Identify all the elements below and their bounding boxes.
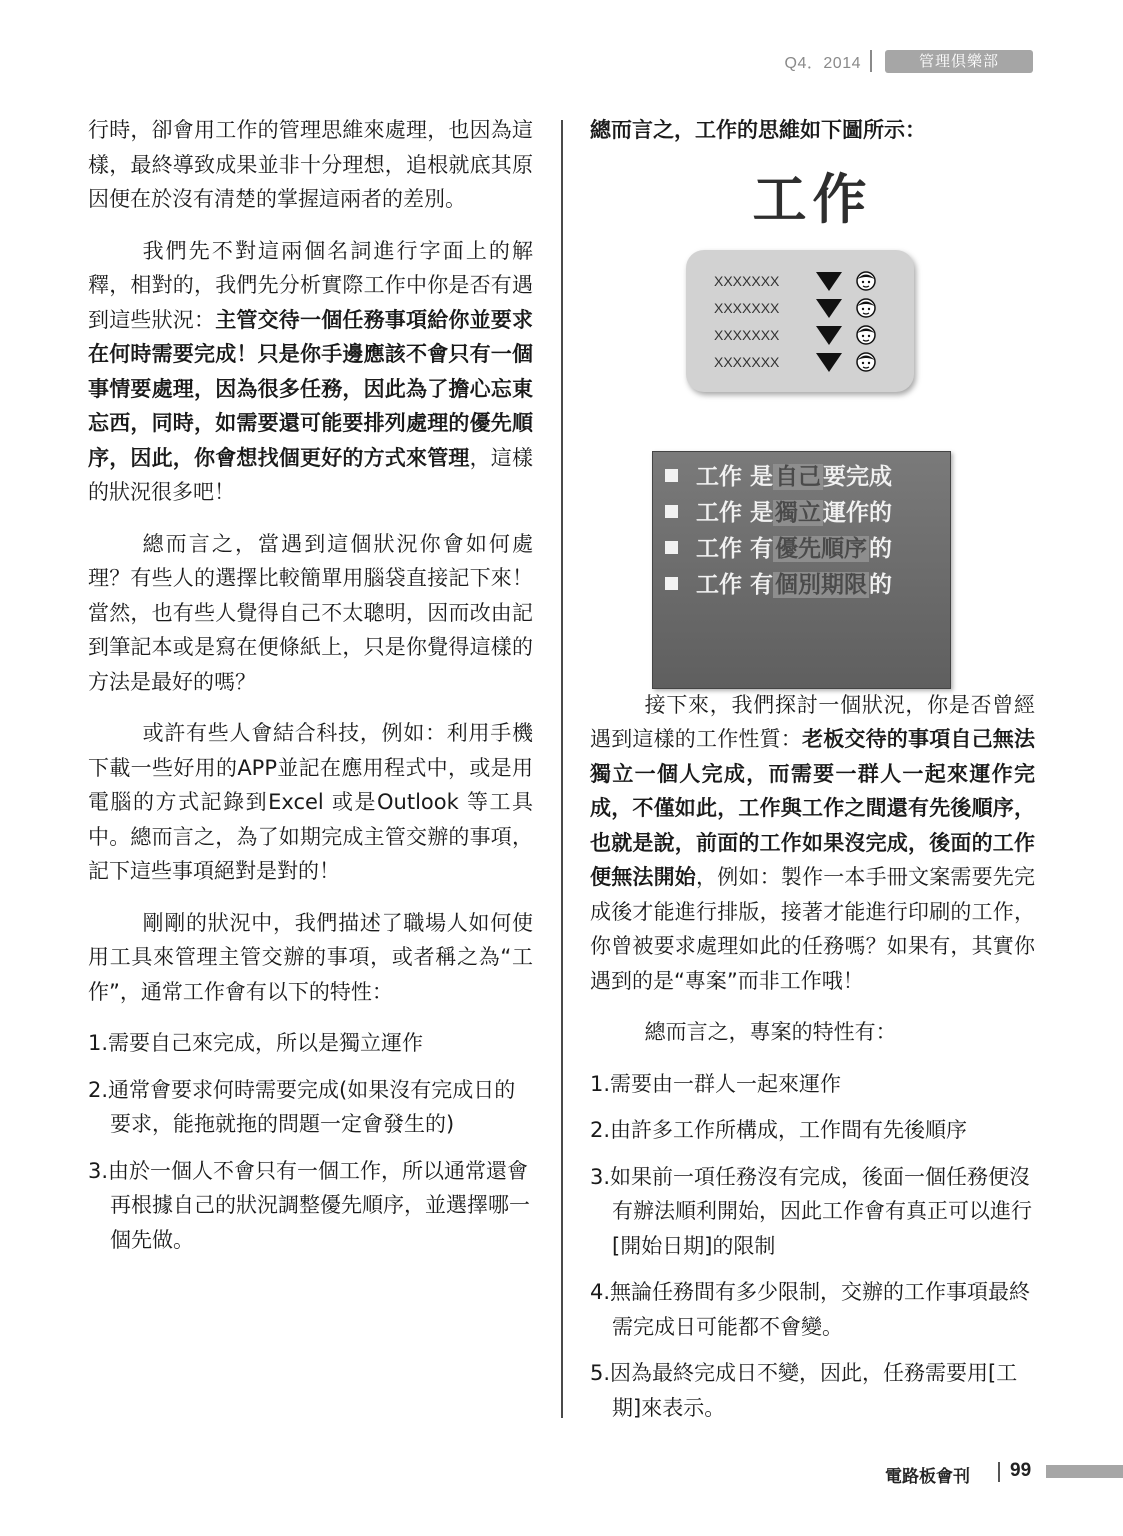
figure-title: 工作: [752, 167, 873, 231]
paragraph: 行時，卻會用工作的管理思維來處理，也因為這樣，最終導致成果並非十分理想，追根就底其原因便在於沒有清楚的掌握這兩者的差別。: [88, 118, 533, 211]
person-face-icon: [855, 351, 877, 373]
property-item: [665, 568, 892, 602]
work-traits-list: [88, 1026, 533, 1257]
arrow-down-icon: [816, 353, 842, 372]
task-row: [714, 322, 904, 348]
list-item: 5.因為最終完成日不變，因此，任務需要用[工期]來表示。: [590, 1361, 1018, 1420]
paragraph: 總而言之，專案的特性有：: [644, 1020, 897, 1044]
list-item: 3.由於一個人不會只有一個工作，所以通常還會再根據自己的狀況調整優先順序，並選擇哪一個先做。: [88, 1158, 530, 1252]
property-text: 的: [869, 535, 893, 562]
property-item: [665, 460, 892, 494]
task-list-box: [686, 250, 914, 392]
list-item: 1.需要自己來完成，所以是獨立運作: [88, 1031, 424, 1055]
work-thinking-figure: [590, 156, 1035, 676]
task-label: XXXXXXX: [714, 299, 780, 316]
footer-bar: [1046, 1465, 1123, 1478]
list-item: 2.通常會要求何時需要完成(如果沒有完成日的要求，能拖就拖的問題一定會發生的): [88, 1077, 516, 1136]
paragraph: 總而言之，當遇到這個狀況你會如何處理？有些人的選擇比較簡單用腦袋直接記下來！當然，也有些人覺得自己不太聰明，因而改由記到筆記本或是寫在便條紙上，只是你覺得這樣的方法是最好的嗎？: [88, 531, 533, 694]
property-text: 運作的: [823, 499, 893, 526]
section-tag: 管理俱樂部: [885, 50, 1033, 73]
square-bullet-icon: [665, 541, 678, 554]
work-properties-box: [652, 451, 951, 689]
property-highlight: 個別期限: [775, 571, 868, 598]
property-text: 的: [869, 571, 893, 598]
footer-divider: [998, 1462, 1000, 1482]
task-label: XXXXXXX: [714, 353, 780, 370]
text-span: 我們先不對這兩個名詞進行字面上的解釋，相對的，我們先分析實際工作中你是否有遇到這些狀況：: [88, 238, 533, 332]
task-label: XXXXXXX: [714, 272, 780, 289]
task-label: XXXXXXX: [714, 326, 780, 343]
text-span: ，這樣的狀況很多吧！: [88, 445, 534, 504]
property-text: 要完成: [823, 463, 893, 490]
square-bullet-icon: [665, 577, 678, 590]
arrow-down-icon: [816, 326, 842, 345]
property-item: [665, 496, 892, 530]
property-text: 工作 有: [696, 535, 774, 562]
text-span: 接下來，我們探討一個狀況，你是否曾經遇到這樣的工作性質：: [590, 692, 1035, 751]
bold-text: 老板交待的事項自己無法獨立一個人完成，而需要一群人一起來運作完成，不僅如此，工作與工作之間還有先後順序，也就是說，前面的工作如果沒完成，後面的工作便無法開始: [590, 727, 1035, 889]
list-item: 3.如果前一項任務沒有完成，後面一個任務便沒有辦法順利開始，因此工作會有真正可以進行[開始日期]的限制: [590, 1164, 1032, 1258]
left-column: [88, 113, 533, 1269]
right-column: [590, 113, 1035, 1437]
list-item: 1.需要由一群人一起來運作: [590, 1071, 842, 1096]
property-highlight: 自己: [775, 463, 822, 490]
arrow-down-icon: [816, 272, 842, 291]
person-face-icon: [855, 297, 877, 319]
paragraph: 或許有些人會結合科技，例如：利用手機下載一些好用的APP並記在應用程式中，或是用電腦的方式記錄到Excel 或是Outlook 等工具中。總而言之，為了如期完成主管交辦的事項，記下這些事項絕對是對的！: [88, 721, 533, 883]
person-face-icon: [855, 324, 877, 346]
paragraph: [88, 234, 533, 510]
property-highlight: 獨立: [775, 499, 822, 526]
square-bullet-icon: [665, 505, 678, 518]
bold-text: 主管交待一個任務事項給你並要求在何時需要完成！只是你手邊應該不會只有一個事情要處理，因為很多任務，因此為了擔心忘東忘西，同時，如需要還可能要排列處理的優先順序，因此，你會想找個更好的方式來管理: [88, 307, 534, 470]
column-divider: [561, 120, 563, 1418]
text-span: ，例如：製作一本手冊文案需要先完成後才能進行排版，接著才能進行印刷的工作，你曾被要求處理如此的任務嗎？如果有，其實你遇到的是“專案”而非工作哦！: [590, 865, 1035, 993]
task-row: [714, 295, 904, 321]
property-text: 工作 是: [696, 499, 774, 526]
property-item: [665, 532, 892, 566]
property-highlight: 優先順序: [775, 535, 868, 562]
figure-caption: 總而言之，工作的思維如下圖所示：: [590, 118, 926, 142]
list-item: 2.由許多工作所構成，工作間有先後順序: [590, 1118, 968, 1142]
issue-label: Q4．2014: [784, 55, 861, 72]
property-text: 工作 是: [696, 463, 774, 490]
paragraph: 剛剛的狀況中，我們描述了職場人如何使用工具來管理主管交辦的事項，或者稱之為“工作”，通常工作會有以下的特性：: [88, 910, 533, 1004]
page-number: 99: [1010, 1460, 1032, 1481]
task-row: [714, 349, 904, 375]
task-row: [714, 268, 904, 294]
square-bullet-icon: [665, 469, 678, 482]
publication-title: 電路板會刊: [885, 1467, 970, 1487]
header-divider: [870, 50, 872, 72]
property-text: 工作 有: [696, 571, 774, 598]
arrow-down-icon: [816, 299, 842, 318]
person-face-icon: [855, 270, 877, 292]
project-traits-list: [590, 1067, 1035, 1426]
list-item: 4.無論任務間有多少限制，交辦的工作事項最終需完成日可能都不會變。: [590, 1280, 1031, 1339]
paragraph: [590, 688, 1035, 999]
